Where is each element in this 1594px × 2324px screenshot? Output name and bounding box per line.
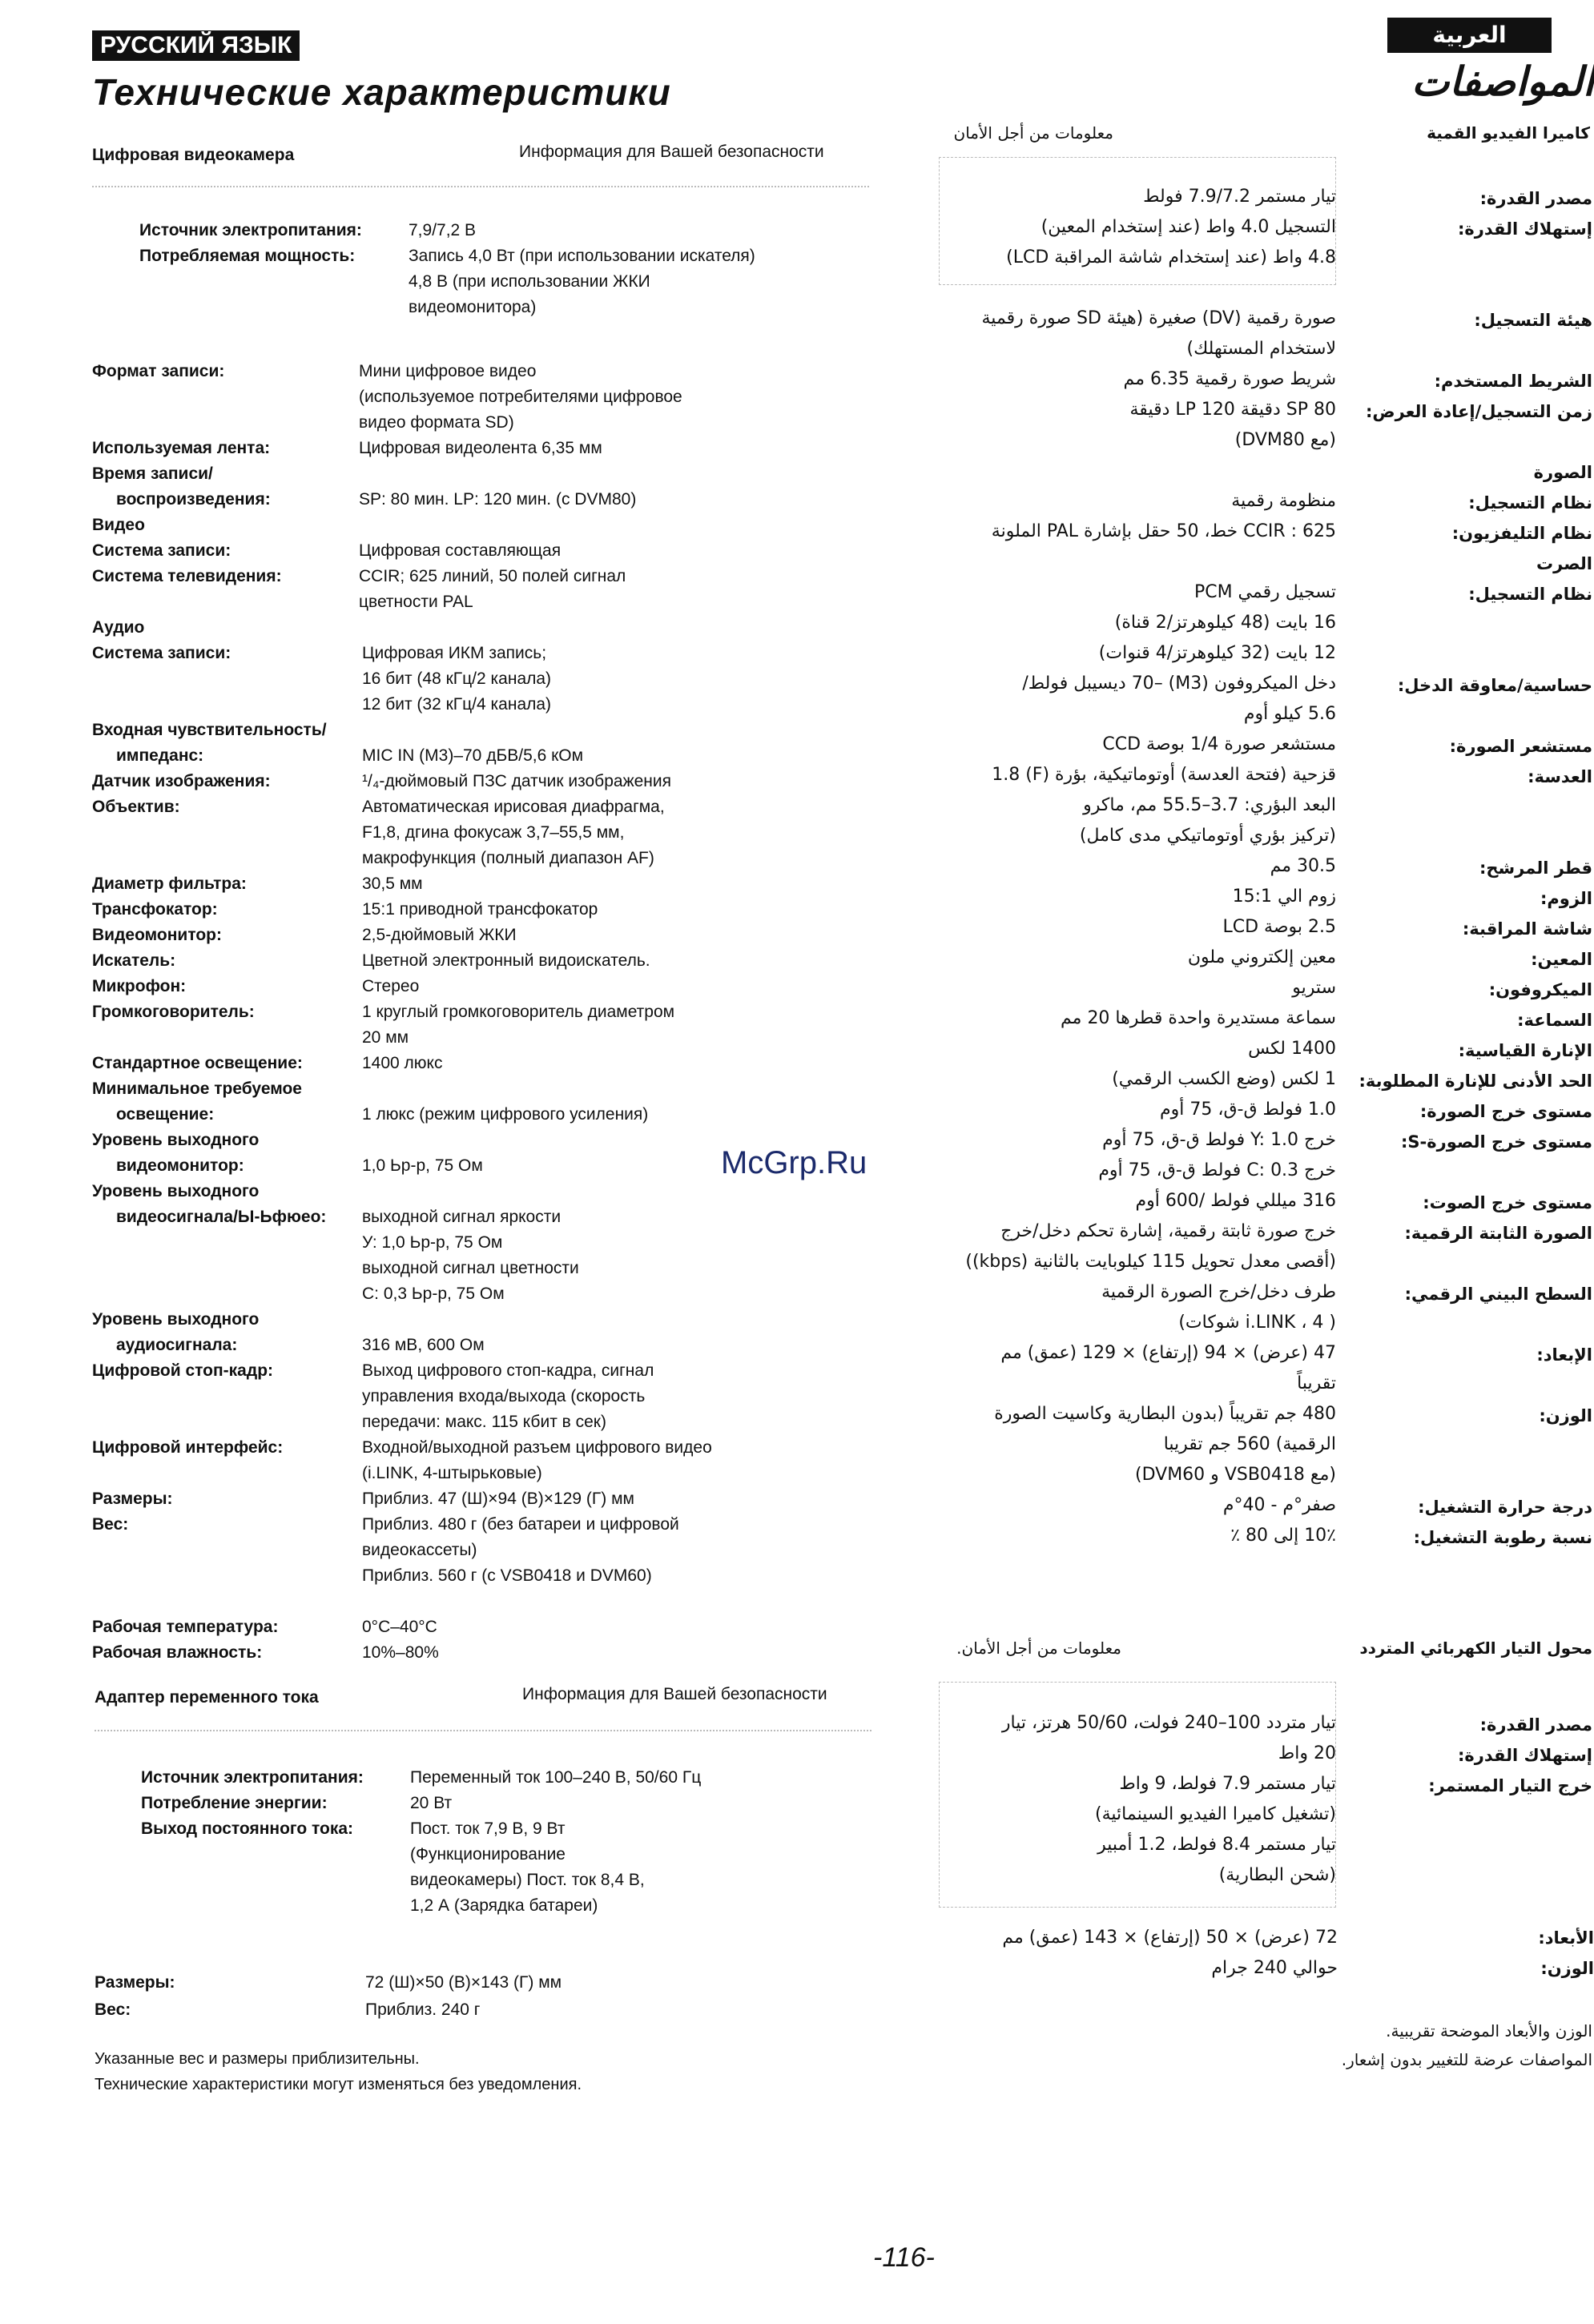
ru-spec-label: Минимальное требуемое — [92, 1080, 302, 1098]
ar-spec-label: الحد الأدنى للإنارة المطلوبة: — [1359, 1072, 1592, 1091]
ru-spec-label: Рабочая температура: — [92, 1618, 279, 1636]
ar-safety-note: معلومات من أجل الأمان — [953, 123, 1113, 143]
ru-spec-label: Уровень выходного — [92, 1310, 260, 1329]
ar-spec-label: نظام التسجيل: — [1468, 585, 1592, 604]
ar-spec-label: الصورة الثابتة الرقمية: — [1404, 1224, 1592, 1243]
ar-spec-label: الشريط المستخدم: — [1434, 372, 1592, 391]
ar-adapter-size-label: الأبعاد: — [1538, 1928, 1594, 1948]
ru-spec-value: Приблиз. 560 г (с VSB0418 и DVM60) — [362, 1566, 652, 1585]
ru-spec-value: 1400 люкс — [362, 1054, 443, 1072]
ru-spec-value: выходной сигнал цветности — [362, 1259, 579, 1277]
ru-spec-value: MIC IN (M3)–70 дБВ/5,6 кОм — [362, 746, 584, 765]
ar-spec-label: إستهلاك القدرة: — [1458, 219, 1592, 239]
ru-spec-value: видеомонитора) — [409, 298, 537, 316]
ar-spec-label: الصرت — [1536, 554, 1592, 573]
ar-spec-value: ستريو — [1292, 978, 1336, 998]
ru-spec-label: Уровень выходного — [92, 1182, 260, 1200]
ar-adapter-spec-label: خرج التيار المستمر: — [1428, 1776, 1592, 1795]
ru-spec-label: импеданс: — [116, 746, 204, 765]
ru-spec-value: (i.LINK, 4-штырьковые) — [362, 1464, 542, 1482]
ru-spec-value: Выход цифрового стоп-кадра, сигнал — [362, 1361, 654, 1380]
ar-spec-label: نظام التسجيل: — [1468, 493, 1592, 513]
ar-spec-value: سماعة مستديرة واحدة قطرها 20 مم — [1061, 1008, 1336, 1028]
ar-spec-label: مستوى خرج الصورة: — [1419, 1102, 1592, 1121]
ru-spec-label: Стандартное освещение: — [92, 1054, 303, 1072]
ru-safety-note: Информация для Вашей безопасности — [519, 143, 824, 161]
ar-spec-value: البعد البؤري: 3.7–55.5 مم، ماكرو — [1083, 795, 1336, 815]
ar-spec-value: التسجيل 4.0 واط (عند إستخدام المعين) — [1041, 217, 1336, 237]
ar-spec-value: خرج Y: 1.0 فولط ق-ق، 75 أوم — [1102, 1130, 1336, 1150]
ar-adapter-spec-label: إستهلاك القدرة: — [1458, 1746, 1592, 1765]
ar-adapter-weight-label: الوزن: — [1540, 1959, 1594, 1978]
ru-spec-label: Трансфокатор: — [92, 900, 218, 919]
ar-adapter-spec-label: مصدر القدرة: — [1479, 1715, 1592, 1735]
ar-spec-label: مستوى خرج الصورة-S: — [1401, 1132, 1592, 1152]
ru-spec-value: видеокассеты) — [362, 1541, 477, 1559]
ar-spec-label: هيئة التسجيل: — [1474, 311, 1592, 330]
ru-spec-value: С: 0,3 Ьр-р, 75 Ом — [362, 1285, 505, 1303]
ru-spec-value: Цифровая видеолента 6,35 мм — [359, 439, 602, 457]
ar-spec-label: الصورة — [1533, 463, 1592, 482]
ar-adapter-spec-value: تيار مستمر 7.9 فولط، 9 واط — [1119, 1774, 1336, 1794]
ar-camera-heading: كاميرا الفيديو القمية — [1427, 123, 1590, 143]
ru-adapter-heading: Адаптер переменного тока — [95, 1688, 319, 1707]
ru-spec-label: Видеомонитор: — [92, 926, 222, 944]
ar-spec-value: 47 (عرض) × 94 (إرتفاع) × 129 (عمق) مم — [1000, 1343, 1336, 1363]
ru-adapter-spec-label: Источник электропитания: — [141, 1768, 364, 1787]
ar-spec-label: حساسية/معاوقة الدخل: — [1397, 676, 1592, 695]
ar-spec-label: الإبعاد: — [1536, 1345, 1592, 1365]
ru-language-tag — [92, 30, 300, 61]
ar-spec-label: درجة حرارة التشغيل: — [1418, 1498, 1592, 1517]
ar-spec-value: منظومة رقمية — [1231, 491, 1336, 511]
ru-spec-label: Размеры: — [92, 1490, 173, 1508]
ar-adapter-spec-value: (شحن البطارية) — [1218, 1865, 1336, 1885]
ru-spec-value: Входной/выходной разъем цифрового видео — [362, 1438, 712, 1457]
ru-adapter-spec-label: Потребление энергии: — [141, 1794, 328, 1812]
ru-spec-label: Формат записи: — [92, 362, 225, 380]
ar-spec-value: مستشعر صورة 1/4 بوصة CCD — [1102, 734, 1336, 754]
ar-spec-value: (مع VSB0418 و DVM60) — [1135, 1465, 1336, 1485]
ru-spec-value: SP: 80 мин. LP: 120 мин. (с DVM80) — [359, 490, 637, 509]
ru-language-tag-text: РУССКИЙ ЯЗЫК — [100, 32, 292, 58]
ar-footer-note-1: الوزن والأبعاد الموضحة تقريبية. — [1386, 2021, 1592, 2041]
ar-spec-label: قطر المرشح: — [1479, 858, 1592, 878]
ru-adapter-safety-note: Информация для Вашей безопасности — [522, 1685, 827, 1703]
ru-adapter-spec-value: 20 Вт — [410, 1794, 453, 1812]
ar-language-tag — [1387, 18, 1552, 53]
ru-adapter-spec-value: Переменный ток 100–240 В, 50/60 Гц — [410, 1768, 702, 1787]
ru-spec-label: Время записи/ — [92, 464, 213, 483]
ar-spec-label: الزوم: — [1540, 889, 1592, 908]
ar-spec-value: 1.0 فولط ق-ق، 75 أوم — [1160, 1100, 1336, 1120]
ru-spec-label: Аудио — [92, 618, 145, 637]
ru-footer-note-1: Указанные вес и размеры приблизительны. — [95, 2050, 420, 2068]
ar-spec-value: 10٪ إلى 80 ٪ — [1230, 1526, 1336, 1546]
ru-spec-value: выходной сигнал яркости — [362, 1208, 562, 1226]
watermark: McGrp.Ru — [721, 1145, 867, 1180]
ar-language-tag-text: العربية — [1432, 22, 1507, 48]
ru-spec-label: Источник электропитания: — [139, 221, 362, 239]
ru-spec-label: Система записи: — [92, 644, 231, 662]
ru-spec-value: передачи: макс. 115 кбит в сек) — [362, 1413, 606, 1431]
ar-spec-value: CCIR : 625 خط، 50 حقل بإشارة PAL الملونة — [991, 521, 1336, 541]
ru-spec-label: Видео — [92, 516, 145, 534]
ru-spec-value: CCIR; 625 линий, 50 полей сигнал — [359, 567, 626, 585]
ru-spec-label: Искатель: — [92, 951, 176, 970]
ar-spec-value: شريط صورة رقمية 6.35 مم — [1123, 369, 1336, 389]
ar-spec-value: طرف دخل/خرج الصورة الرقمية — [1101, 1282, 1336, 1302]
ar-spec-value: معين إلكتروني ملون — [1187, 947, 1336, 967]
ru-spec-value: Цифровая ИКМ запись; — [362, 644, 547, 662]
ru-spec-value: 316 мВ, 600 Ом — [362, 1336, 485, 1354]
ru-spec-value: управления входа/выхода (скорость — [362, 1387, 646, 1405]
ar-spec-value: 316 ميللي فولط /600 أوم — [1135, 1191, 1336, 1211]
ar-spec-value: خرج صورة ثابتة رقمية، إشارة تحكم دخل/خرج — [1000, 1221, 1336, 1241]
ar-adapter-weight-value: حوالي 240 جرام — [1211, 1958, 1338, 1978]
ru-spec-label: Микрофон: — [92, 977, 187, 995]
ar-adapter-spec-value: 20 واط — [1278, 1743, 1336, 1763]
ru-spec-label: воспроизведения: — [116, 490, 271, 509]
ar-spec-value: (أقصى معدل تحويل 115 كيلوبايت بالثانية (kbps)) — [965, 1252, 1336, 1272]
ru-spec-label: аудиосигнала: — [116, 1336, 238, 1354]
ar-spec-value: دخل الميكروفون (M3) –70 ديسيبل فولط/ — [1022, 673, 1336, 694]
ru-spec-label: Уровень выходного — [92, 1131, 260, 1149]
ar-spec-value: ( i.LINK ، 4 شوكات) — [1178, 1313, 1336, 1333]
ru-spec-value: Мини цифровое видео — [359, 362, 537, 380]
ru-adapter-weight-value: Приблиз. 240 г — [365, 2000, 481, 2019]
ar-page-title: المواصفات — [1411, 58, 1594, 105]
ru-spec-value: Цифровая составляющая — [359, 541, 562, 560]
ar-spec-label: الميكروفون: — [1488, 980, 1592, 999]
ar-spec-value: خرج C: 0.3 فولط ق-ق، 75 أوم — [1098, 1160, 1336, 1180]
ar-spec-value: لاستخدام المستهلك) — [1186, 339, 1336, 359]
ru-spec-value: 0°C–40°C — [362, 1618, 437, 1636]
ar-spec-value: 5.6 كيلو أوم — [1243, 704, 1336, 724]
ar-adapter-spec-value: تيار متردد 100–240 فولت، 50/60 هرتز، تيار — [1001, 1713, 1336, 1733]
ar-footer-note-2: المواصفات عرضة للتغيير بدون إشعار. — [1341, 2050, 1592, 2069]
page-number: -116- — [873, 2242, 935, 2273]
ru-spec-value: 1 люкс (режим цифрового усиления) — [362, 1105, 649, 1124]
ru-spec-value: Приблиз. 480 г (без батареи и цифровой — [362, 1515, 679, 1534]
ar-spec-label: مستشعر الصورة: — [1449, 737, 1592, 756]
ar-spec-label: الإنارة القياسية: — [1458, 1041, 1592, 1060]
ru-spec-label: Входная чувствительность/ — [92, 721, 327, 739]
ru-spec-label: Система записи: — [92, 541, 231, 560]
ru-adapter-size-value: 72 (Ш)×50 (В)×143 (Г) мм — [365, 1973, 562, 1992]
ru-spec-value: 2,5-дюймовый ЖКИ — [362, 926, 517, 944]
ru-adapter-spec-label: Выход постоянного тока: — [141, 1819, 354, 1838]
ru-dotted-divider-adapter — [95, 1730, 871, 1731]
ru-spec-value: Запись 4,0 Вт (при использовании искателя) — [409, 247, 755, 265]
ru-spec-label: видеосигнала/Ы-Ьфюео: — [116, 1208, 327, 1226]
ru-spec-label: Цифровой интерфейс: — [92, 1438, 284, 1457]
ar-spec-value: 1 لكس (وضع الكسب الرقمي) — [1112, 1069, 1336, 1089]
ar-spec-value: SP 80 دقيقة LP 120 دقيقة — [1129, 400, 1336, 420]
ar-spec-label: السطح البيني الرقمي: — [1404, 1285, 1592, 1304]
ru-dotted-divider-top — [92, 186, 869, 187]
ar-spec-value: صورة رقمية (DV) صغيرة (هيئة SD صورة رقمية — [981, 308, 1336, 328]
ru-adapter-spec-value: (Функционирование — [410, 1845, 566, 1864]
ru-spec-label: видеомонитор: — [116, 1156, 244, 1175]
ar-spec-value: 4.8 واط (عند إستخدام شاشة المراقبة LCD) — [1006, 247, 1336, 267]
ru-adapter-size-label: Размеры: — [95, 1973, 175, 1992]
ru-spec-value: Приблиз. 47 (Ш)×94 (В)×129 (Г) мм — [362, 1490, 634, 1508]
ru-spec-label: освещение: — [116, 1105, 215, 1124]
ru-spec-label: Датчик изображения: — [92, 772, 271, 790]
ru-spec-label: Громкоговоритель: — [92, 1003, 255, 1021]
ar-spec-value: تقريباً — [1297, 1373, 1336, 1393]
ru-adapter-weight-label: Вес: — [95, 2000, 131, 2019]
ar-spec-label: نظام التليفزيون: — [1451, 524, 1592, 543]
ru-spec-value: 16 бит (48 кГц/2 канала) — [362, 669, 552, 688]
ru-spec-value: 7,9/7,2 В — [409, 221, 477, 239]
ru-spec-value: Цветной электронный видоискатель. — [362, 951, 650, 970]
ru-spec-value: 20 мм — [362, 1028, 409, 1047]
ru-spec-value: цветности PAL — [359, 593, 473, 611]
ar-adapter-heading: محول التيار الكهربائي المتردد — [1359, 1638, 1592, 1658]
ar-spec-value: 1400 لكس — [1248, 1039, 1336, 1059]
ar-spec-label: الوزن: — [1539, 1406, 1592, 1425]
ru-spec-value: 1 круглый громкоговоритель диаметром — [362, 1003, 675, 1021]
ar-adapter-spec-value: تيار مستمر 8.4 فولط، 1.2 أمبير — [1097, 1835, 1336, 1855]
ru-spec-label: Рабочая влажность: — [92, 1643, 263, 1662]
ar-spec-value: تسجيل رقمي PCM — [1193, 582, 1336, 602]
ar-spec-value: 16 بايت (48 كيلوهرتز/2 قناة) — [1114, 613, 1336, 633]
ar-spec-value: تيار مستمر 7.9/7.2 فولط — [1143, 187, 1336, 207]
ru-spec-value: 15:1 приводной трансфокатор — [362, 900, 598, 919]
ru-adapter-spec-value: 1,2 А (Зарядка батареи) — [410, 1896, 598, 1915]
ar-spec-label: مستوى خرج الصوت: — [1423, 1193, 1592, 1212]
ru-spec-value: 10%–80% — [362, 1643, 439, 1662]
ru-spec-value: 30,5 мм — [362, 875, 423, 893]
ru-spec-value: F1,8, дгина фокусаж 3,7–55,5 мм, — [362, 823, 625, 842]
ar-spec-value: (مع DVM80) — [1234, 430, 1336, 450]
ru-spec-label: Используемая лента: — [92, 439, 271, 457]
ru-spec-label: Вес: — [92, 1515, 129, 1534]
ar-spec-value: زوم الي 15:1 — [1232, 887, 1336, 907]
ru-spec-value: У: 1,0 Ьр-р, 75 Ом — [362, 1233, 503, 1252]
ru-spec-label: Цифровой стоп-кадр: — [92, 1361, 274, 1380]
ar-spec-label: مصدر القدرة: — [1479, 189, 1592, 208]
ru-spec-value: 12 бит (32 кГц/4 канала) — [362, 695, 552, 714]
ar-spec-label: العدسة: — [1528, 767, 1592, 786]
ru-spec-label: Диаметр фильтра: — [92, 875, 247, 893]
ru-spec-value: Автоматическая ирисовая диафрагма, — [362, 798, 665, 816]
ar-adapter-size-value: 72 (عرض) × 50 (إرتفاع) × 143 (عمق) مم — [1002, 1928, 1338, 1948]
ar-spec-value: 480 جم تقريباً (بدون البطارية وكاسيت الصورة — [994, 1404, 1336, 1424]
ru-footer-note-2: Технические характеристики могут изменяться без уведомления. — [95, 2076, 582, 2093]
ar-spec-value: 12 بايت (32 كيلوهرتز/4 قنوات) — [1098, 643, 1336, 663]
ru-camera-heading: Цифровая видеокамера — [92, 146, 295, 164]
ar-spec-value: صفر°م - 40°م — [1222, 1495, 1336, 1515]
ar-spec-label: نسبة رطوبة التشغيل: — [1413, 1528, 1592, 1547]
ru-spec-label: Система телевидения: — [92, 567, 282, 585]
ar-spec-value: 2.5 بوصة LCD — [1222, 917, 1336, 937]
ar-spec-value: (تركيز بؤري أوتوماتيكي مدى كامل) — [1079, 826, 1336, 846]
ar-spec-label: السماعة: — [1517, 1011, 1592, 1030]
ar-adapter-spec-value: (تشغيل كاميرا الفيديو السينمائية) — [1095, 1804, 1336, 1824]
ru-spec-value: видео формата SD) — [359, 413, 514, 432]
ar-spec-label: المعين: — [1531, 950, 1592, 969]
ru-spec-value: макрофункция (полный диапазон AF) — [362, 849, 654, 867]
ru-adapter-spec-value: видеокамеры) Пост. ток 8,4 В, — [410, 1871, 645, 1889]
ar-spec-value: قزحية (فتحة العدسة) أوتوماتيكية، بؤرة (F) 1.8 — [992, 765, 1336, 785]
ru-spec-label: Потребляемая мощность: — [139, 247, 356, 265]
ar-spec-label: شاشة المراقبة: — [1462, 919, 1592, 939]
ru-spec-value: (используемое потребителями цифровое — [359, 388, 682, 406]
ar-adapter-safety-note: معلومات من أجل الأمان. — [956, 1638, 1121, 1658]
ru-spec-value: 4,8 В (при использовании ЖКИ — [409, 272, 650, 291]
ru-spec-value: ¹/₄-дюймовый ПЗС датчик изображения — [362, 772, 671, 790]
ar-spec-label: زمن التسجيل/إعادة العرض: — [1365, 402, 1592, 421]
ru-spec-value: Стерео — [362, 977, 420, 995]
ru-adapter-spec-value: Пост. ток 7,9 В, 9 Вт — [410, 1819, 566, 1838]
ru-spec-value: 1,0 Ьр-р, 75 Ом — [362, 1156, 483, 1175]
ar-spec-value: 30.5 مم — [1270, 856, 1336, 876]
ar-spec-value: الرقمية) 560 جم تقريبا — [1163, 1434, 1336, 1454]
ru-spec-label: Объектив: — [92, 798, 180, 816]
ru-page-title: Технические характеристики — [92, 71, 671, 113]
